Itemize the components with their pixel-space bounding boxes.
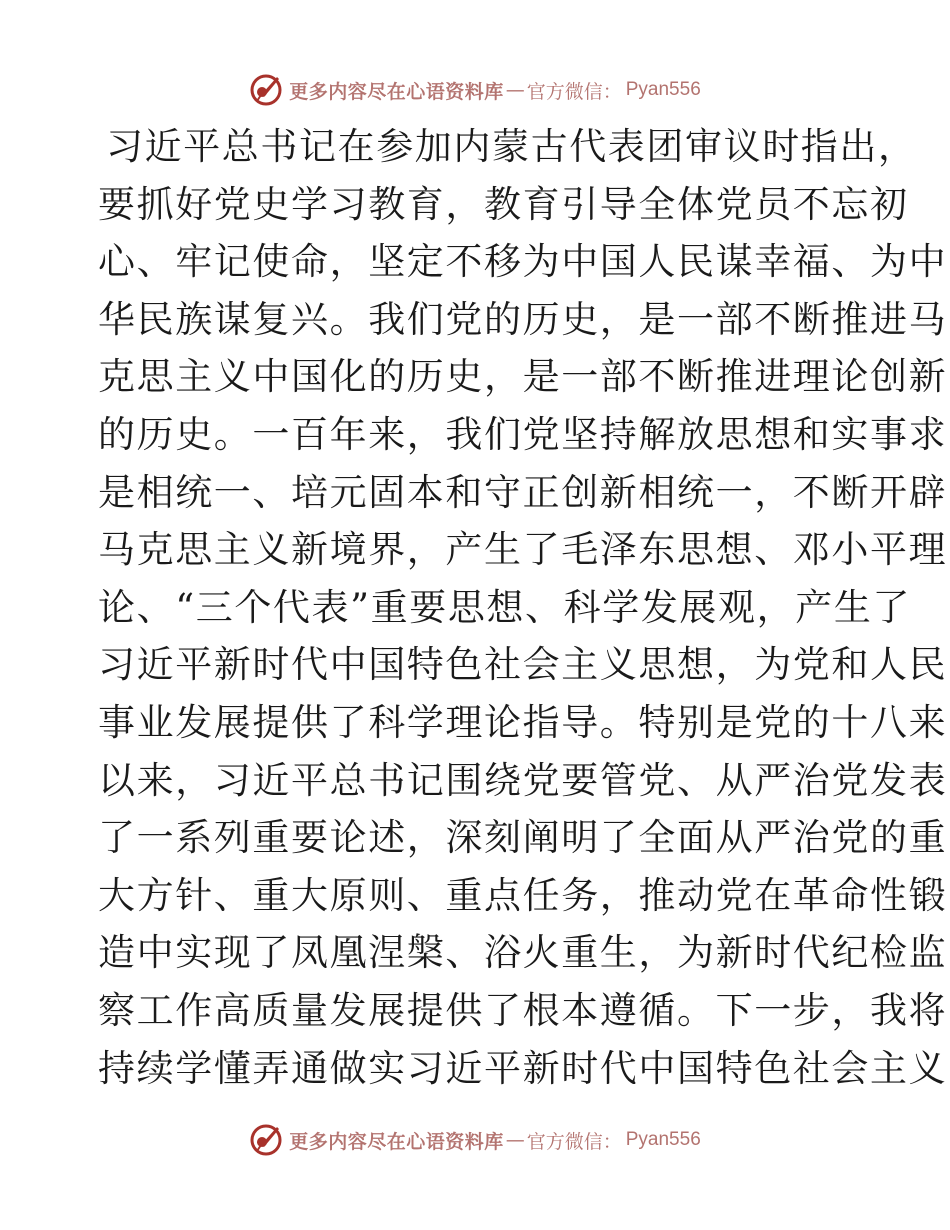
watermark-banner-top bbox=[0, 70, 950, 110]
body-line: 了一系列重要论述，深刻阐明了全面从严治党的重 bbox=[98, 816, 948, 860]
watermark-label: 官方微信： bbox=[526, 1130, 622, 1153]
watermark-separator: — bbox=[505, 79, 525, 101]
body-line: 论、“三个代表”重要思想、科学发展观，产生了 bbox=[98, 585, 912, 629]
body-line: 事业发展提供了科学理论指导。特别是党的十八来 bbox=[98, 700, 948, 744]
body-line: 造中实现了凤凰涅槃、浴火重生，为新时代纪检监 bbox=[98, 931, 948, 975]
watermark-main-text: 更多内容尽在心语资料库 bbox=[289, 1130, 504, 1153]
watermark-wechat-id: Pyan556 bbox=[625, 1129, 701, 1150]
body-line: 习近平新时代中国特色社会主义思想，为党和人民 bbox=[98, 643, 948, 687]
body-line: 大方针、重大原则、重点任务，推动党在革命性锻 bbox=[98, 873, 948, 917]
watermark-separator: — bbox=[505, 1129, 525, 1151]
body-line: 持续学懂弄通做实习近平新时代中国特色社会主义 bbox=[98, 1046, 948, 1090]
body-line: 要抓好党史学习教育，教育引导全体党员不忘初 bbox=[98, 182, 909, 226]
body-line: 华民族谋复兴。我们党的历史，是一部不断推进马 bbox=[98, 297, 948, 341]
body-line: 习近平总书记在参加内蒙古代表团审议时指出， bbox=[106, 125, 917, 168]
body-line: 以来，习近平总书记围绕党要管党、从严治党发表 bbox=[98, 758, 948, 802]
body-line: 马克思主义新境界，产生了毛泽东思想、邓小平理 bbox=[98, 528, 948, 572]
quill-logo-icon bbox=[249, 1123, 283, 1157]
watermark-main-text: 更多内容尽在心语资料库 bbox=[289, 80, 504, 103]
body-line: 察工作高质量发展提供了根本遵循。下一步，我将 bbox=[98, 988, 948, 1032]
watermark-wechat-id: Pyan556 bbox=[625, 79, 701, 100]
body-line: 克思主义中国化的历史，是一部不断推进理论创新 bbox=[98, 355, 948, 399]
quill-logo-icon bbox=[249, 73, 283, 107]
watermark-banner-bottom bbox=[0, 1120, 950, 1160]
body-line: 心、牢记使命，坚定不移为中国人民谋幸福、为中 bbox=[98, 240, 948, 284]
watermark-label: 官方微信： bbox=[526, 80, 622, 103]
document-body bbox=[98, 118, 948, 1097]
body-line: 是相统一、培元固本和守正创新相统一，不断开辟 bbox=[98, 470, 948, 514]
body-line: 的历史。一百年来，我们党坚持解放思想和实事求 bbox=[98, 412, 948, 456]
